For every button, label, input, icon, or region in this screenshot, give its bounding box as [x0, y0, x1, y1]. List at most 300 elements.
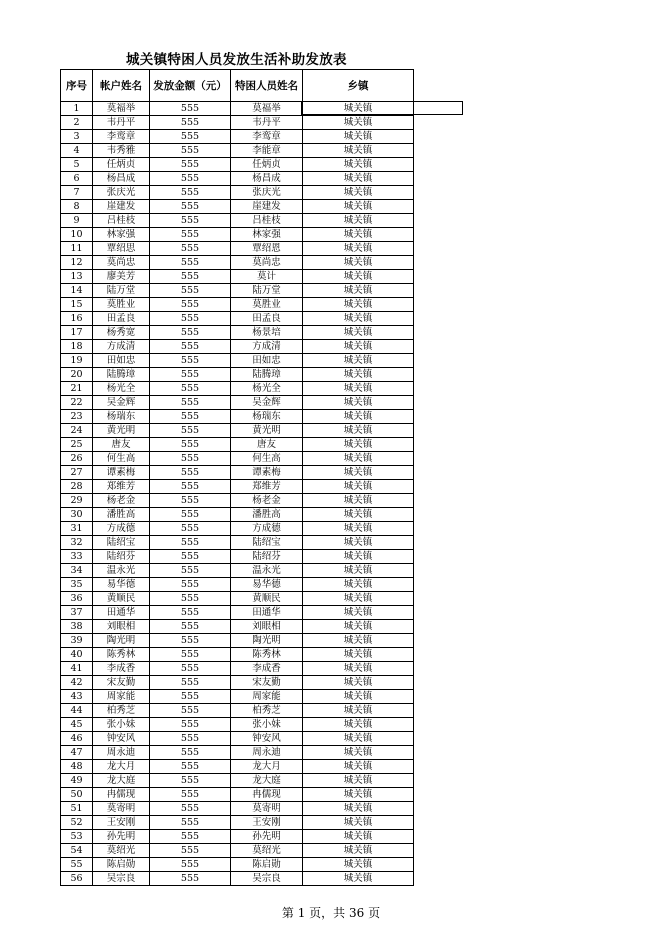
account-name-cell[interactable]: 林家强	[93, 228, 150, 242]
row-index-cell[interactable]: 56	[61, 872, 93, 886]
account-name-cell[interactable]: 莫胜业	[93, 298, 150, 312]
row-index-cell[interactable]: 36	[61, 592, 93, 606]
person-name-cell[interactable]: 黄光明	[231, 424, 303, 438]
amount-cell[interactable]: 555	[150, 858, 231, 872]
amount-cell[interactable]: 555	[150, 746, 231, 760]
amount-cell[interactable]: 555	[150, 676, 231, 690]
township-cell[interactable]: 城关镇	[303, 200, 414, 214]
person-name-cell[interactable]: 杨昌成	[231, 172, 303, 186]
person-name-cell[interactable]: 韦丹平	[231, 116, 303, 130]
township-cell[interactable]: 城关镇	[303, 410, 414, 424]
table-row	[61, 774, 414, 788]
row-index-cell[interactable]: 12	[61, 256, 93, 270]
account-name-cell[interactable]: 郑维芳	[93, 480, 150, 494]
amount-cell[interactable]: 555	[150, 788, 231, 802]
row-index-cell[interactable]: 16	[61, 312, 93, 326]
account-name-cell[interactable]: 王安刚	[93, 816, 150, 830]
row-index-cell[interactable]: 54	[61, 844, 93, 858]
row-index-cell[interactable]: 9	[61, 214, 93, 228]
table-row	[61, 228, 414, 242]
person-name-cell[interactable]: 龙大月	[231, 760, 303, 774]
amount-cell[interactable]: 555	[150, 368, 231, 382]
row-index-cell[interactable]: 45	[61, 718, 93, 732]
township-cell[interactable]: 城关镇	[303, 648, 414, 662]
person-name-cell[interactable]: 莫尚忠	[231, 256, 303, 270]
amount-cell[interactable]: 555	[150, 298, 231, 312]
township-cell[interactable]: 城关镇	[303, 424, 414, 438]
row-index-cell[interactable]: 48	[61, 760, 93, 774]
person-name-cell[interactable]: 宋友勤	[231, 676, 303, 690]
person-name-cell[interactable]: 柏秀芝	[231, 704, 303, 718]
township-cell[interactable]: 城关镇	[303, 774, 414, 788]
account-name-cell[interactable]: 周家能	[93, 690, 150, 704]
account-name-cell[interactable]: 覃绍思	[93, 242, 150, 256]
row-index-cell[interactable]: 5	[61, 158, 93, 172]
row-index-cell[interactable]: 41	[61, 662, 93, 676]
row-index-cell[interactable]: 20	[61, 368, 93, 382]
account-name-cell[interactable]: 吴宗良	[93, 872, 150, 886]
row-index-cell[interactable]: 52	[61, 816, 93, 830]
amount-cell[interactable]: 555	[150, 690, 231, 704]
row-index-cell[interactable]: 27	[61, 466, 93, 480]
person-name-cell[interactable]: 潘胜高	[231, 508, 303, 522]
person-name-cell[interactable]: 陈启勋	[231, 858, 303, 872]
person-name-cell[interactable]: 崖建发	[231, 200, 303, 214]
amount-cell[interactable]: 555	[150, 354, 231, 368]
account-name-cell[interactable]: 杨光全	[93, 382, 150, 396]
amount-cell[interactable]: 555	[150, 438, 231, 452]
row-index-cell[interactable]: 30	[61, 508, 93, 522]
township-cell[interactable]: 城关镇	[303, 718, 414, 732]
row-index-cell[interactable]: 10	[61, 228, 93, 242]
township-cell[interactable]: 城关镇	[303, 592, 414, 606]
amount-cell[interactable]: 555	[150, 340, 231, 354]
row-index-cell[interactable]: 40	[61, 648, 93, 662]
table-row	[61, 592, 414, 606]
township-cell[interactable]: 城关镇	[303, 158, 414, 172]
amount-cell[interactable]: 555	[150, 382, 231, 396]
amount-cell[interactable]: 555	[150, 872, 231, 886]
account-name-cell[interactable]: 莫寄明	[93, 802, 150, 816]
amount-cell[interactable]: 555	[150, 522, 231, 536]
row-index-cell[interactable]: 29	[61, 494, 93, 508]
person-name-cell[interactable]: 谭素梅	[231, 466, 303, 480]
person-name-cell[interactable]: 杨景培	[231, 326, 303, 340]
township-cell[interactable]: 城关镇	[303, 690, 414, 704]
township-cell[interactable]: 城关镇	[303, 830, 414, 844]
amount-cell[interactable]: 555	[150, 578, 231, 592]
amount-cell[interactable]: 555	[150, 844, 231, 858]
person-name-cell[interactable]: 方成德	[231, 522, 303, 536]
row-index-cell[interactable]: 26	[61, 452, 93, 466]
account-name-cell[interactable]: 何生高	[93, 452, 150, 466]
person-name-cell[interactable]: 杨瑞东	[231, 410, 303, 424]
row-index-cell[interactable]: 8	[61, 200, 93, 214]
amount-cell[interactable]: 555	[150, 312, 231, 326]
township-cell[interactable]: 城关镇	[303, 732, 414, 746]
township-cell[interactable]: 城关镇	[303, 858, 414, 872]
township-cell[interactable]: 城关镇	[303, 116, 414, 130]
township-cell[interactable]: 城关镇	[303, 452, 414, 466]
row-index-cell[interactable]: 25	[61, 438, 93, 452]
account-name-cell[interactable]: 廖美芳	[93, 270, 150, 284]
table-row	[61, 844, 414, 858]
account-name-cell[interactable]: 韦丹平	[93, 116, 150, 130]
account-name-cell[interactable]: 谭素梅	[93, 466, 150, 480]
row-index-cell[interactable]: 7	[61, 186, 93, 200]
row-index-cell[interactable]: 33	[61, 550, 93, 564]
township-cell[interactable]: 城关镇	[303, 760, 414, 774]
amount-cell[interactable]: 555	[150, 326, 231, 340]
row-index-cell[interactable]: 4	[61, 144, 93, 158]
person-name-cell[interactable]: 杨老金	[231, 494, 303, 508]
row-index-cell[interactable]: 39	[61, 634, 93, 648]
amount-cell[interactable]: 555	[150, 256, 231, 270]
township-cell[interactable]: 城关镇	[303, 466, 414, 480]
person-name-cell[interactable]: 王安刚	[231, 816, 303, 830]
selected-cell-outline	[301, 101, 463, 115]
table-row	[61, 452, 414, 466]
row-index-cell[interactable]: 32	[61, 536, 93, 550]
account-name-cell[interactable]: 陈秀林	[93, 648, 150, 662]
amount-cell[interactable]: 555	[150, 116, 231, 130]
account-name-cell[interactable]: 莫尚忠	[93, 256, 150, 270]
row-index-cell[interactable]: 14	[61, 284, 93, 298]
amount-cell[interactable]: 555	[150, 452, 231, 466]
account-name-cell[interactable]: 杨昌成	[93, 172, 150, 186]
amount-cell[interactable]: 555	[150, 662, 231, 676]
table-row	[61, 690, 414, 704]
account-name-cell[interactable]: 田如忠	[93, 354, 150, 368]
township-cell[interactable]: 城关镇	[303, 130, 414, 144]
person-name-cell[interactable]: 李能章	[231, 144, 303, 158]
township-cell[interactable]: 城关镇	[303, 844, 414, 858]
amount-cell[interactable]: 555	[150, 536, 231, 550]
account-name-cell[interactable]: 孙先明	[93, 830, 150, 844]
account-name-cell[interactable]: 陆绍宝	[93, 536, 150, 550]
person-name-cell[interactable]: 唐友	[231, 438, 303, 452]
township-cell[interactable]: 城关镇	[303, 382, 414, 396]
person-name-cell[interactable]: 杨光全	[231, 382, 303, 396]
amount-cell[interactable]: 555	[150, 816, 231, 830]
township-cell[interactable]: 城关镇	[303, 522, 414, 536]
account-name-cell[interactable]: 龙大月	[93, 760, 150, 774]
amount-cell[interactable]: 555	[150, 424, 231, 438]
person-name-cell[interactable]: 周永迪	[231, 746, 303, 760]
account-name-cell[interactable]: 李成香	[93, 662, 150, 676]
account-name-cell[interactable]: 周永迪	[93, 746, 150, 760]
amount-cell[interactable]: 555	[150, 158, 231, 172]
amount-cell[interactable]: 555	[150, 620, 231, 634]
township-cell[interactable]: 城关镇	[303, 788, 414, 802]
row-index-cell[interactable]: 35	[61, 578, 93, 592]
person-name-cell[interactable]: 何生高	[231, 452, 303, 466]
township-cell[interactable]: 城关镇	[303, 284, 414, 298]
person-name-cell[interactable]: 莫绍光	[231, 844, 303, 858]
account-name-cell[interactable]: 李鸾章	[93, 130, 150, 144]
person-name-cell[interactable]: 林家强	[231, 228, 303, 242]
amount-cell[interactable]: 555	[150, 228, 231, 242]
township-cell[interactable]: 城关镇	[303, 802, 414, 816]
township-cell[interactable]: 城关镇	[303, 396, 414, 410]
township-cell[interactable]: 城关镇	[303, 676, 414, 690]
account-name-cell[interactable]: 杨瑞东	[93, 410, 150, 424]
person-name-cell[interactable]: 刘眼相	[231, 620, 303, 634]
township-cell[interactable]: 城关镇	[303, 578, 414, 592]
township-cell[interactable]: 城关镇	[303, 214, 414, 228]
person-name-cell[interactable]: 龙大庭	[231, 774, 303, 788]
row-index-cell[interactable]: 23	[61, 410, 93, 424]
account-name-cell[interactable]: 吴金辉	[93, 396, 150, 410]
row-index-cell[interactable]: 3	[61, 130, 93, 144]
amount-cell[interactable]: 555	[150, 214, 231, 228]
township-cell[interactable]: 城关镇	[303, 312, 414, 326]
amount-cell[interactable]: 555	[150, 466, 231, 480]
row-index-cell[interactable]: 2	[61, 116, 93, 130]
township-cell[interactable]: 城关镇	[303, 662, 414, 676]
row-index-cell[interactable]: 42	[61, 676, 93, 690]
amount-cell[interactable]: 555	[150, 200, 231, 214]
person-name-cell[interactable]: 田通华	[231, 606, 303, 620]
amount-cell[interactable]: 555	[150, 144, 231, 158]
account-name-cell[interactable]: 张小妹	[93, 718, 150, 732]
table-row	[61, 802, 414, 816]
account-name-cell[interactable]: 龙大庭	[93, 774, 150, 788]
person-name-cell[interactable]: 张庆光	[231, 186, 303, 200]
account-name-cell[interactable]: 钟安风	[93, 732, 150, 746]
amount-cell[interactable]: 555	[150, 704, 231, 718]
amount-cell[interactable]: 555	[150, 830, 231, 844]
township-cell[interactable]: 城关镇	[303, 634, 414, 648]
row-index-cell[interactable]: 19	[61, 354, 93, 368]
amount-cell[interactable]: 555	[150, 494, 231, 508]
person-name-cell[interactable]: 吴宗良	[231, 872, 303, 886]
account-name-cell[interactable]: 刘眼相	[93, 620, 150, 634]
person-name-cell[interactable]: 陆万堂	[231, 284, 303, 298]
row-index-cell[interactable]: 38	[61, 620, 93, 634]
amount-cell[interactable]: 555	[150, 550, 231, 564]
person-name-cell[interactable]: 陆绍芬	[231, 550, 303, 564]
township-cell[interactable]: 城关镇	[303, 494, 414, 508]
account-name-cell[interactable]: 方成清	[93, 340, 150, 354]
page-title: 城关镇特困人员发放生活补助发放表	[126, 52, 347, 68]
account-name-cell[interactable]: 陆腾璋	[93, 368, 150, 382]
person-name-cell[interactable]: 张小妹	[231, 718, 303, 732]
table-row	[61, 368, 414, 382]
table-row	[61, 410, 414, 424]
amount-cell[interactable]: 555	[150, 760, 231, 774]
township-cell[interactable]: 城关镇	[303, 564, 414, 578]
account-name-cell[interactable]: 吕桂枝	[93, 214, 150, 228]
table-row	[61, 550, 414, 564]
township-cell[interactable]: 城关镇	[303, 704, 414, 718]
amount-cell[interactable]: 555	[150, 606, 231, 620]
person-name-cell[interactable]: 郑维芳	[231, 480, 303, 494]
amount-cell[interactable]: 555	[150, 592, 231, 606]
person-name-cell[interactable]: 周家能	[231, 690, 303, 704]
row-index-cell[interactable]: 24	[61, 424, 93, 438]
township-cell[interactable]: 城关镇	[303, 298, 414, 312]
col-header-index: 序号	[61, 70, 93, 102]
row-index-cell[interactable]: 49	[61, 774, 93, 788]
row-index-cell[interactable]: 44	[61, 704, 93, 718]
township-cell[interactable]: 城关镇	[303, 326, 414, 340]
person-name-cell[interactable]: 黄顺民	[231, 592, 303, 606]
table-row	[61, 620, 414, 634]
account-name-cell[interactable]: 温永光	[93, 564, 150, 578]
township-cell[interactable]: 城关镇	[303, 536, 414, 550]
account-name-cell[interactable]: 崖建发	[93, 200, 150, 214]
account-name-cell[interactable]: 陶光明	[93, 634, 150, 648]
person-name-cell[interactable]: 方成清	[231, 340, 303, 354]
person-name-cell[interactable]: 陶光明	[231, 634, 303, 648]
row-index-cell[interactable]: 22	[61, 396, 93, 410]
account-name-cell[interactable]: 柏秀芝	[93, 704, 150, 718]
account-name-cell[interactable]: 唐友	[93, 438, 150, 452]
row-index-cell[interactable]: 1	[61, 102, 93, 116]
account-name-cell[interactable]: 田通华	[93, 606, 150, 620]
person-name-cell[interactable]: 莫计	[231, 270, 303, 284]
township-cell[interactable]: 城关镇	[303, 480, 414, 494]
person-name-cell[interactable]: 陆腾璋	[231, 368, 303, 382]
table-row	[61, 508, 414, 522]
township-cell[interactable]: 城关镇	[303, 872, 414, 886]
person-name-cell[interactable]: 莫福举	[231, 102, 303, 116]
row-index-cell[interactable]: 46	[61, 732, 93, 746]
township-cell[interactable]: 城关镇	[303, 102, 414, 116]
table-row	[61, 522, 414, 536]
person-name-cell[interactable]: 易华德	[231, 578, 303, 592]
amount-cell[interactable]: 555	[150, 270, 231, 284]
row-index-cell[interactable]: 15	[61, 298, 93, 312]
township-cell[interactable]: 城关镇	[303, 620, 414, 634]
page-footer: 第 1 页，共 36 页	[281, 906, 381, 920]
table-row	[61, 732, 414, 746]
amount-cell[interactable]: 555	[150, 564, 231, 578]
township-cell[interactable]: 城关镇	[303, 816, 414, 830]
person-name-cell[interactable]: 陆绍宝	[231, 536, 303, 550]
person-name-cell[interactable]: 任炳贞	[231, 158, 303, 172]
row-index-cell[interactable]: 11	[61, 242, 93, 256]
township-cell[interactable]: 城关镇	[303, 746, 414, 760]
amount-cell[interactable]: 555	[150, 186, 231, 200]
account-name-cell[interactable]: 张庆光	[93, 186, 150, 200]
person-name-cell[interactable]: 李鸾章	[231, 130, 303, 144]
account-name-cell[interactable]: 莫绍光	[93, 844, 150, 858]
amount-cell[interactable]: 555	[150, 480, 231, 494]
row-index-cell[interactable]: 51	[61, 802, 93, 816]
township-cell[interactable]: 城关镇	[303, 340, 414, 354]
amount-cell[interactable]: 555	[150, 242, 231, 256]
account-name-cell[interactable]: 陆万堂	[93, 284, 150, 298]
row-index-cell[interactable]: 37	[61, 606, 93, 620]
table-row	[61, 634, 414, 648]
township-cell[interactable]: 城关镇	[303, 270, 414, 284]
amount-cell[interactable]: 555	[150, 634, 231, 648]
amount-cell[interactable]: 555	[150, 396, 231, 410]
account-name-cell[interactable]: 陆绍芬	[93, 550, 150, 564]
person-name-cell[interactable]: 吴金辉	[231, 396, 303, 410]
account-name-cell[interactable]: 田孟良	[93, 312, 150, 326]
person-name-cell[interactable]: 钟安风	[231, 732, 303, 746]
amount-cell[interactable]: 555	[150, 410, 231, 424]
account-name-cell[interactable]: 黄光明	[93, 424, 150, 438]
township-cell[interactable]: 城关镇	[303, 550, 414, 564]
person-name-cell[interactable]: 田孟良	[231, 312, 303, 326]
row-index-cell[interactable]: 17	[61, 326, 93, 340]
row-index-cell[interactable]: 43	[61, 690, 93, 704]
township-cell[interactable]: 城关镇	[303, 354, 414, 368]
township-cell[interactable]: 城关镇	[303, 144, 414, 158]
township-cell[interactable]: 城关镇	[303, 186, 414, 200]
township-cell[interactable]: 城关镇	[303, 228, 414, 242]
row-index-cell[interactable]: 31	[61, 522, 93, 536]
township-cell[interactable]: 城关镇	[303, 508, 414, 522]
row-index-cell[interactable]: 18	[61, 340, 93, 354]
amount-cell[interactable]: 555	[150, 284, 231, 298]
township-cell[interactable]: 城关镇	[303, 438, 414, 452]
account-name-cell[interactable]: 杨老金	[93, 494, 150, 508]
row-index-cell[interactable]: 34	[61, 564, 93, 578]
amount-cell[interactable]: 555	[150, 802, 231, 816]
person-name-cell[interactable]: 覃绍恩	[231, 242, 303, 256]
person-name-cell[interactable]: 温永光	[231, 564, 303, 578]
amount-cell[interactable]: 555	[150, 732, 231, 746]
account-name-cell[interactable]: 杨秀宽	[93, 326, 150, 340]
person-name-cell[interactable]: 陈秀林	[231, 648, 303, 662]
account-name-cell[interactable]: 黄顺民	[93, 592, 150, 606]
person-name-cell[interactable]: 冉儒现	[231, 788, 303, 802]
person-name-cell[interactable]: 李成香	[231, 662, 303, 676]
person-name-cell[interactable]: 孙先明	[231, 830, 303, 844]
row-index-cell[interactable]: 13	[61, 270, 93, 284]
table-row	[61, 382, 414, 396]
account-name-cell[interactable]: 韦秀雅	[93, 144, 150, 158]
row-index-cell[interactable]: 6	[61, 172, 93, 186]
account-name-cell[interactable]: 潘胜高	[93, 508, 150, 522]
person-name-cell[interactable]: 莫寄明	[231, 802, 303, 816]
row-index-cell[interactable]: 50	[61, 788, 93, 802]
person-name-cell[interactable]: 吕桂枝	[231, 214, 303, 228]
person-name-cell[interactable]: 莫胜业	[231, 298, 303, 312]
account-name-cell[interactable]: 冉儒现	[93, 788, 150, 802]
account-name-cell[interactable]: 宋友勤	[93, 676, 150, 690]
township-cell[interactable]: 城关镇	[303, 242, 414, 256]
amount-cell[interactable]: 555	[150, 718, 231, 732]
township-cell[interactable]: 城关镇	[303, 256, 414, 270]
amount-cell[interactable]: 555	[150, 508, 231, 522]
account-name-cell[interactable]: 陈启勋	[93, 858, 150, 872]
amount-cell[interactable]: 555	[150, 130, 231, 144]
row-index-cell[interactable]: 21	[61, 382, 93, 396]
amount-cell[interactable]: 555	[150, 172, 231, 186]
amount-cell[interactable]: 555	[150, 102, 231, 116]
amount-cell[interactable]: 555	[150, 648, 231, 662]
account-name-cell[interactable]: 易华德	[93, 578, 150, 592]
row-index-cell[interactable]: 47	[61, 746, 93, 760]
person-name-cell[interactable]: 田如忠	[231, 354, 303, 368]
township-cell[interactable]: 城关镇	[303, 172, 414, 186]
account-name-cell[interactable]: 任炳贞	[93, 158, 150, 172]
account-name-cell[interactable]: 莫福举	[93, 102, 150, 116]
row-index-cell[interactable]: 55	[61, 858, 93, 872]
account-name-cell[interactable]: 方成德	[93, 522, 150, 536]
amount-cell[interactable]: 555	[150, 774, 231, 788]
row-index-cell[interactable]: 28	[61, 480, 93, 494]
row-index-cell[interactable]: 53	[61, 830, 93, 844]
township-cell[interactable]: 城关镇	[303, 606, 414, 620]
township-cell[interactable]: 城关镇	[303, 368, 414, 382]
